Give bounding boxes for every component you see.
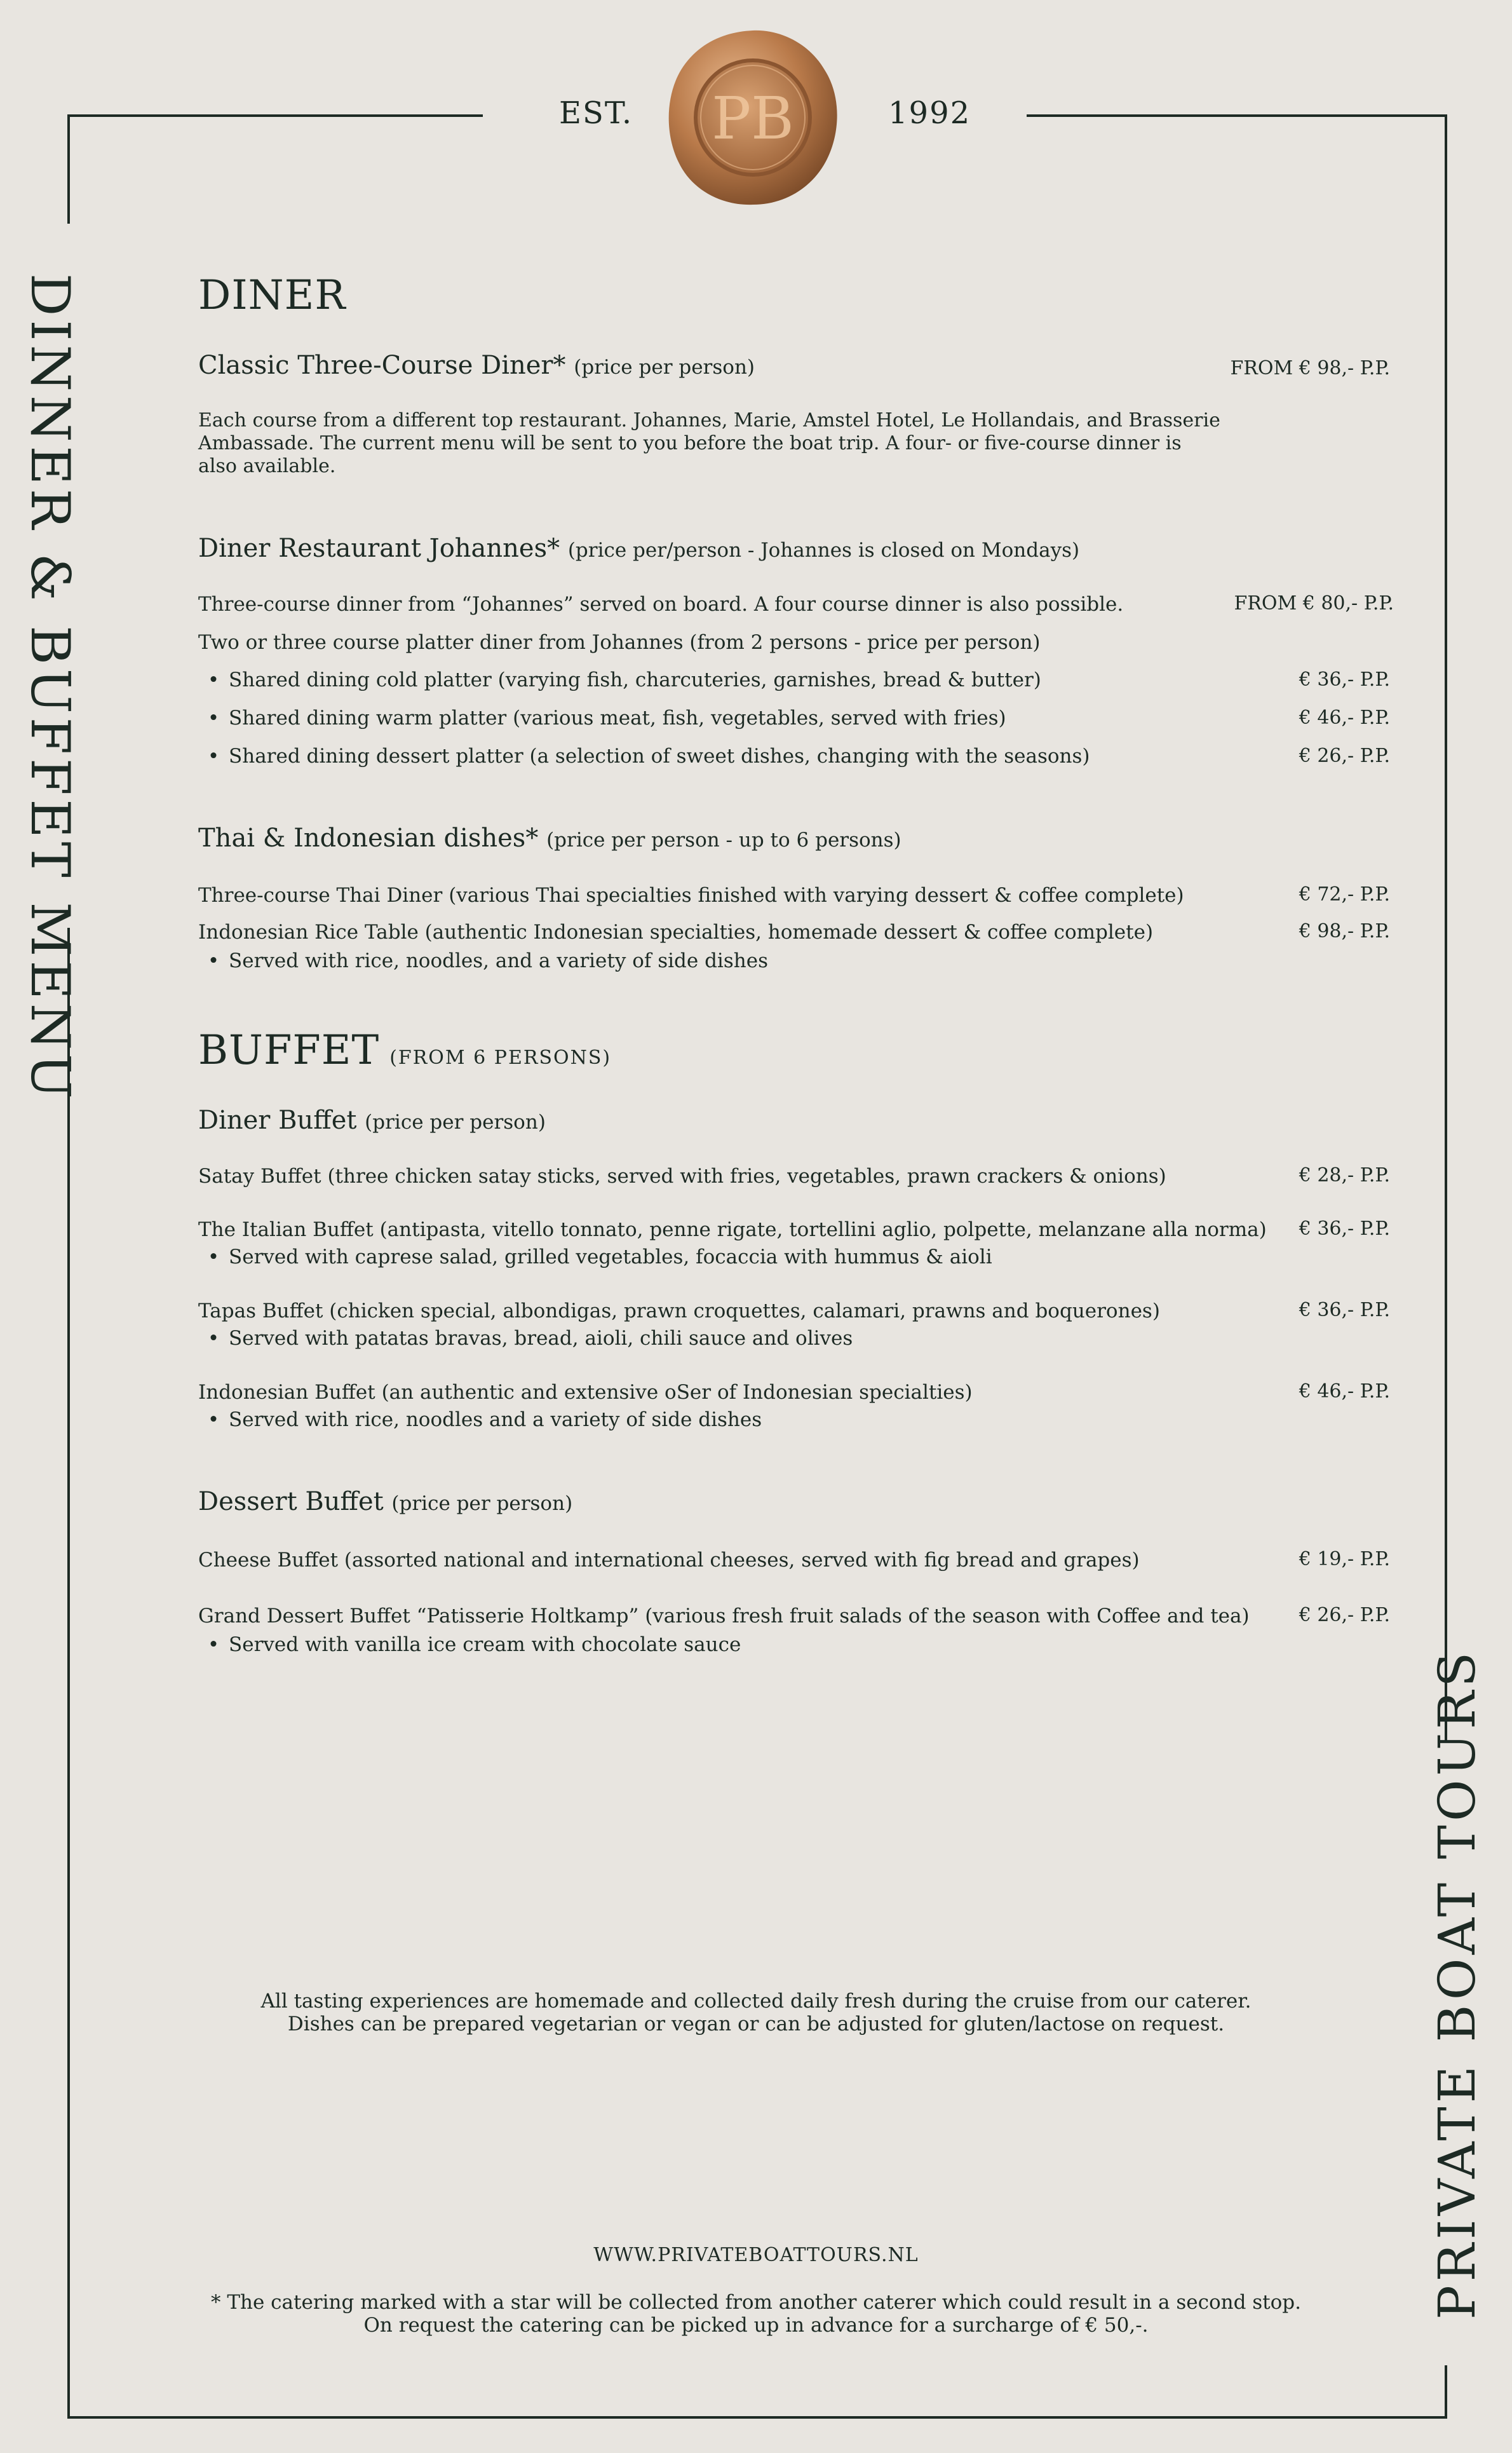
- satay-buffet-price: € 28,- P.P.: [1299, 1164, 1390, 1186]
- footer-note-1: All tasting experiences are homemade and collected daily fresh during the cruise from our caterer.: [260, 1990, 1252, 2013]
- thai-bullet: • Served with rice, noodles, and a variety of side dishes: [198, 949, 768, 972]
- buffet-title: BUFFET: [198, 1027, 380, 1074]
- side-title-left: DINNER & BUFFET MENU: [19, 273, 81, 1103]
- footer-note-2: Dishes can be prepared vegetarian or vegan or can be adjusted for gluten/lactose on request.: [287, 2013, 1225, 2035]
- classic-note: (price per person): [574, 356, 755, 379]
- dessert-buffet-name: Dessert Buffet: [198, 1487, 384, 1516]
- thai-note: (price per person - up to 6 persons): [546, 829, 901, 852]
- star-note-1: * The catering marked with a star will be collected from another caterer which could result in a second stop.: [210, 2291, 1302, 2314]
- side-title-right: PRIVATE BOAT TOURS: [1428, 1648, 1487, 2320]
- frame-top-right: [1027, 114, 1447, 117]
- diner-buffet-name: Diner Buffet: [198, 1106, 357, 1135]
- est-label: EST.: [559, 95, 633, 131]
- grand-dessert-buffet: Grand Dessert Buffet “Patisserie Holtkamp” (various fresh fruit salads of the season with Coffee and tea): [198, 1605, 1250, 1627]
- dessert-buffet-heading: [198, 1487, 572, 1516]
- section-title-buffet: [198, 1027, 611, 1074]
- thai-line1-price: € 72,- P.P.: [1299, 883, 1390, 906]
- johannes-note: (price per/person - Johannes is closed on Mondays): [567, 539, 1080, 562]
- diner-buffet-note: (price per person): [365, 1111, 546, 1134]
- indonesian-buffet-price: € 46,- P.P.: [1299, 1380, 1390, 1403]
- johannes-line2: Two or three course platter diner from Johannes (from 2 persons - price per person): [198, 631, 1041, 654]
- frame-right-top: [1445, 114, 1447, 1741]
- johannes-item-warm: • Shared dining warm platter (various meat, fish, vegetables, served with fries): [198, 707, 1006, 730]
- johannes-item-dessert: • Shared dining dessert platter (a selection of sweet dishes, changing with the seasons): [198, 745, 1090, 768]
- cheese-buffet: Cheese Buffet (assorted national and international cheeses, served with fig bread and grapes): [198, 1549, 1140, 1572]
- star-note-2: On request the catering can be picked up in advance for a surcharge of € 50,-.: [363, 2314, 1149, 2337]
- italian-buffet-bullet: • Served with caprese salad, grilled vegetables, focaccia with hummus & aioli: [198, 1246, 992, 1268]
- tapas-buffet-price: € 36,- P.P.: [1299, 1299, 1390, 1321]
- frame-left-bottom: [67, 928, 70, 2419]
- diner-buffet-heading: [198, 1106, 546, 1135]
- thai-line2-price: € 98,- P.P.: [1299, 920, 1390, 942]
- johannes-name: Diner Restaurant Johannes*: [198, 534, 560, 563]
- dessert-buffet-note: (price per person): [391, 1492, 573, 1515]
- frame-bottom: [67, 2416, 1447, 2419]
- johannes-item-cold: • Shared dining cold platter (varying fish, charcuteries, garnishes, bread & butter): [198, 669, 1041, 691]
- thai-line1: Three-course Thai Diner (various Thai specialties finished with varying dessert & coffee complete): [198, 884, 1184, 907]
- johannes-heading: [198, 534, 1079, 563]
- section-title-diner: DINER: [198, 272, 346, 319]
- website-link[interactable]: WWW.PRIVATEBOATTOURS.NL: [593, 2244, 919, 2266]
- buffet-subtitle: (FROM 6 PERSONS): [389, 1047, 612, 1069]
- thai-name: Thai & Indonesian dishes*: [198, 824, 539, 853]
- est-year: 1992: [888, 95, 971, 131]
- italian-buffet: The Italian Buffet (antipasta, vitello tonnato, penne rigate, tortellini aglio, polpette, melanzane alla norma): [198, 1218, 1267, 1241]
- johannes-line1-price: FROM € 80,- P.P.: [1234, 592, 1394, 615]
- svg-text:PB: PB: [712, 85, 794, 153]
- classic-description: Each course from a different top restaurant. Johannes, Marie, Amstel Hotel, Le Hollandais, and Brasserie Ambassade. The current menu will be sent to you before the boat trip. A four- or five-course dinner is also available.: [198, 409, 1220, 477]
- thai-heading: [198, 824, 901, 853]
- johannes-line1: Three-course dinner from “Johannes” served on board. A four course dinner is also possible.: [198, 593, 1124, 616]
- indonesian-buffet: Indonesian Buffet (an authentic and extensive oSer of Indonesian specialties): [198, 1381, 973, 1404]
- cheese-buffet-price: € 19,- P.P.: [1299, 1548, 1390, 1570]
- johannes-item-warm-price: € 46,- P.P.: [1299, 707, 1390, 729]
- frame-left-top: [67, 114, 70, 224]
- classic-name: Classic Three-Course Diner*: [198, 351, 566, 380]
- italian-buffet-price: € 36,- P.P.: [1299, 1218, 1390, 1240]
- satay-buffet: Satay Buffet (three chicken satay sticks, served with fries, vegetables, prawn crackers & onions): [198, 1165, 1166, 1188]
- classic-price: FROM € 98,- P.P.: [1230, 357, 1390, 379]
- johannes-item-dessert-price: € 26,- P.P.: [1299, 745, 1390, 767]
- johannes-item-cold-price: € 36,- P.P.: [1299, 669, 1390, 691]
- classic-heading: [198, 351, 755, 380]
- thai-line2: Indonesian Rice Table (authentic Indonesian specialties, homemade dessert & coffee complete): [198, 921, 1154, 944]
- tapas-buffet: Tapas Buffet (chicken special, albondigas, prawn croquettes, calamari, prawns and boquerones): [198, 1300, 1160, 1322]
- grand-dessert-buffet-bullet: • Served with vanilla ice cream with chocolate sauce: [198, 1633, 741, 1656]
- tapas-buffet-bullet: • Served with patatas bravas, bread, aioli, chili sauce and olives: [198, 1327, 853, 1350]
- grand-dessert-buffet-price: € 26,- P.P.: [1299, 1604, 1390, 1626]
- indonesian-buffet-bullet: • Served with rice, noodles and a variety of side dishes: [198, 1408, 762, 1431]
- wax-seal-logo: [661, 25, 845, 210]
- frame-top-left: [67, 114, 483, 117]
- frame-right-bottom: [1445, 2365, 1447, 2419]
